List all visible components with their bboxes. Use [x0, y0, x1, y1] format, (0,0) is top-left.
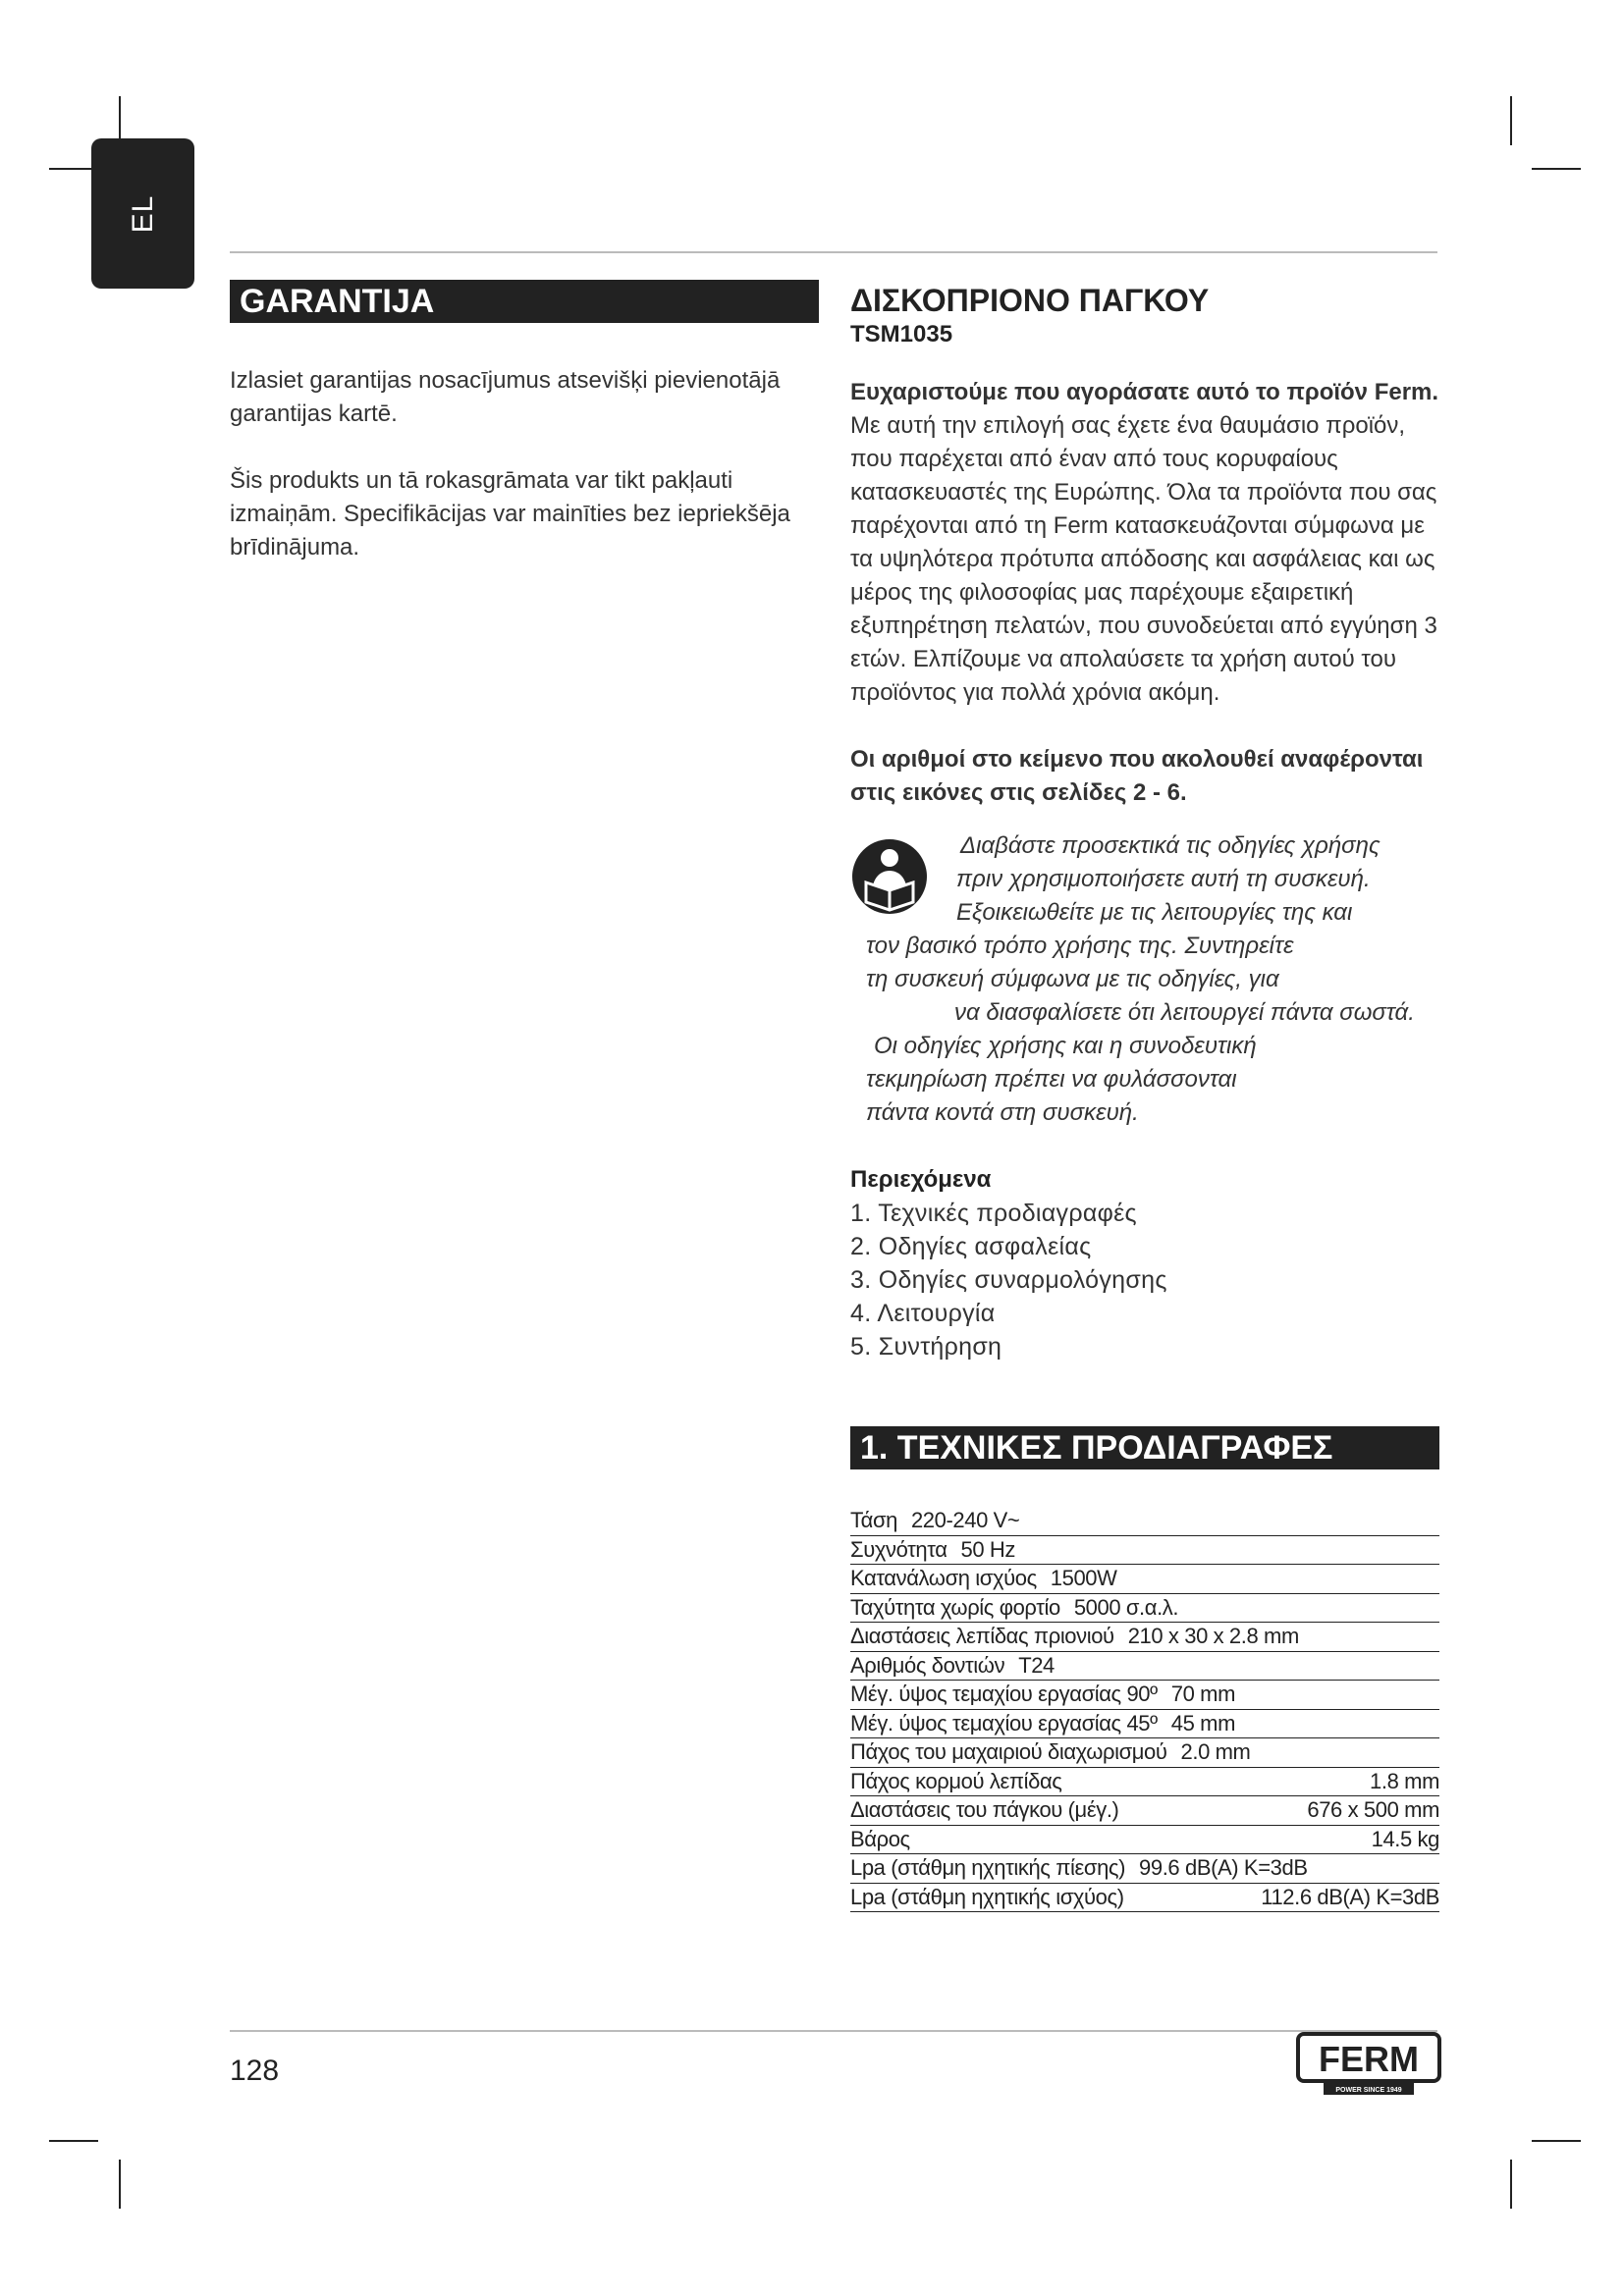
spec-key: Τάση	[850, 1508, 897, 1532]
read-line: Διαβάστε προσεκτικά τις οδηγίες χρήσης	[960, 832, 1380, 859]
spec-key: Διαστάσεις του πάγκου (μέγ.)	[850, 1797, 1119, 1822]
read-line: Εξοικειωθείτε με τις λειτουργίες της και	[956, 899, 1353, 926]
intro-bold: Ευχαριστούμε που αγοράσατε αυτό το προϊόν Ferm.	[850, 379, 1439, 405]
spec-row	[850, 1738, 1439, 1768]
spec-row	[850, 1826, 1439, 1855]
spec-value: 2.0 mm	[1180, 1739, 1251, 1764]
crop-mark	[1532, 168, 1581, 170]
contents-item: 4. Λειτουργία	[850, 1300, 996, 1327]
intro-text	[850, 376, 1449, 810]
spec-value: 676 x 500 mm	[1307, 1797, 1439, 1822]
spec-row	[850, 1796, 1439, 1826]
spec-key: Βάρος	[850, 1826, 910, 1851]
read-line: πάντα κοντά στη συσκευή.	[866, 1099, 1139, 1126]
language-label: EL	[126, 194, 159, 233]
logo-text: FERM	[1319, 2039, 1419, 2079]
garantija-paragraph: Izlasiet garantijas nosacījumus atsevišķi pievienotājā garantijas kartē.	[230, 367, 781, 427]
spec-row	[850, 1768, 1439, 1797]
intro-rest: Με αυτή την επιλογή σας έχετε ένα θαυμάσιο προϊόν, που παρέχεται από έναν από τους κορυφαίους κατασκευαστές της Ευρώπης. Όλα τα προϊόντα που σας παρέχονται από τη Ferm κατασκευάζονται σύμφωνα με τα υψηλότερα πρότυπα απόδοσης και ασφάλειας και ως μέρος της φιλοσοφίας μας παρέχουμε εξαιρετική εξυπηρέτηση πελατών, που συνοδεύεται από εγγύηση 3 ετών. Ελπίζουμε να απολαύσετε τα χρήση αυτού του προϊόντος για πολλά χρόνια ακόμη.	[850, 412, 1437, 706]
bottom-rule	[230, 2030, 1437, 2032]
spec-value: 1.8 mm	[1370, 1768, 1439, 1793]
spec-value: 210 x 30 x 2.8 mm	[1127, 1624, 1299, 1648]
spec-value: T24	[1018, 1652, 1055, 1678]
spec-key: Διαστάσεις λεπίδας πριονιού	[850, 1624, 1114, 1648]
contents-list	[850, 1197, 1449, 1363]
crop-mark	[1510, 96, 1512, 145]
spec-key: Αριθμός δοντιών	[850, 1652, 1005, 1678]
garantija-heading: GARANTIJA	[230, 280, 819, 323]
read-line: Οι οδηγίες χρήσης και η συνοδευτική	[874, 1033, 1257, 1059]
crop-mark	[49, 2140, 98, 2142]
contents-item: 2. Οδηγίες ασφαλείας	[850, 1233, 1092, 1260]
spec-row	[850, 1884, 1439, 1913]
garantija-text	[230, 364, 819, 564]
top-rule	[230, 251, 1437, 253]
spec-row	[850, 1507, 1439, 1536]
spec-row	[850, 1652, 1439, 1682]
read-line: τεκμηρίωση πρέπει να φυλάσσονται	[866, 1066, 1237, 1093]
read-line: τη συσκευή σύμφωνα με τις οδηγίες, για	[866, 966, 1279, 992]
spec-key: Ταχύτητα χωρίς φορτίο	[850, 1594, 1060, 1620]
spec-key: Πάχος του μαχαιριού διαχωρισμού	[850, 1739, 1167, 1764]
read-line: πριν χρησιμοποιήσετε αυτή τη συσκευή.	[956, 866, 1371, 892]
language-tab	[91, 138, 194, 289]
spec-key: Μέγ. ύψος τεμαχίου εργασίας 45º	[850, 1710, 1158, 1735]
crop-mark	[1510, 2160, 1512, 2209]
spec-value: 220-240 V~	[910, 1508, 1020, 1532]
garantija-paragraph: Šis produkts un tā rokasgrāmata var tikt pakļauti izmaiņām. Specifikācijas var mainīties bez iepriekšēja brīdinājuma.	[230, 467, 790, 561]
spec-value: 45 mm	[1170, 1710, 1236, 1735]
figure-note: Οι αριθμοί στο κείμενο που ακολουθεί αναφέρονται στις εικόνες στις σελίδες 2 - 6.	[850, 746, 1424, 806]
read-line: τον βασικό τρόπο χρήσης της. Συντηρείτε	[866, 933, 1294, 959]
spec-row	[850, 1536, 1439, 1566]
spec-value: 70 mm	[1170, 1682, 1236, 1706]
spec-key: Μέγ. ύψος τεμαχίου εργασίας 90º	[850, 1682, 1158, 1706]
spec-row	[850, 1565, 1439, 1594]
spec-value: 14.5 kg	[1371, 1826, 1439, 1851]
spec-key: Lpa (στάθμη ηχητικής ισχύος)	[850, 1884, 1124, 1909]
spec-value: 5000 σ.α.λ.	[1073, 1594, 1179, 1620]
spec-row	[850, 1623, 1439, 1652]
spec-value: 99.6 dB(A) K=3dB	[1139, 1855, 1308, 1880]
read-instructions-block	[850, 829, 1449, 1130]
spec-key: Κατανάλωση ισχύος	[850, 1566, 1037, 1590]
contents-item: 5. Συντήρηση	[850, 1333, 1002, 1361]
spec-row	[850, 1710, 1439, 1739]
spec-key: Lpa (στάθμη ηχητικής πίεσης)	[850, 1855, 1126, 1880]
product-title: ΔΙΣΚΟΠΡΙΟΝΟ ΠΑΓΚΟΥ	[850, 283, 1210, 318]
spec-value: 112.6 dB(A) K=3dB	[1261, 1884, 1439, 1909]
specs-table	[850, 1507, 1439, 1912]
read-line: να διασφαλίσετε ότι λειτουργεί πάντα σωστά.	[954, 999, 1415, 1026]
spec-value: 1500W	[1050, 1566, 1117, 1590]
spec-key: Συχνότητα	[850, 1536, 947, 1562]
specs-heading: 1. ΤΕΧΝΙΚΕΣ ΠΡΟΔΙΑΓΡΑΦΕΣ	[850, 1426, 1439, 1469]
crop-mark	[119, 2160, 121, 2209]
left-column	[230, 280, 819, 598]
spec-row	[850, 1681, 1439, 1710]
read-manual-icon	[850, 837, 929, 916]
spec-value: 50 Hz	[960, 1536, 1016, 1562]
spec-key: Πάχος κορμού λεπίδας	[850, 1768, 1062, 1793]
model-number: TSM1035	[850, 321, 953, 347]
spec-row	[850, 1854, 1439, 1884]
ferm-logo	[1296, 2032, 1441, 2097]
page-number: 128	[230, 2055, 280, 2087]
crop-mark	[1532, 2140, 1581, 2142]
contents-title: Περιεχόμενα	[850, 1166, 992, 1193]
contents-item: 1. Τεχνικές προδιαγραφές	[850, 1200, 1137, 1227]
contents-item: 3. Οδηγίες συναρμολόγησης	[850, 1266, 1167, 1294]
logo-tagline: POWER SINCE 1949	[1335, 2087, 1402, 2094]
right-column	[850, 282, 1449, 1912]
spec-row	[850, 1594, 1439, 1624]
